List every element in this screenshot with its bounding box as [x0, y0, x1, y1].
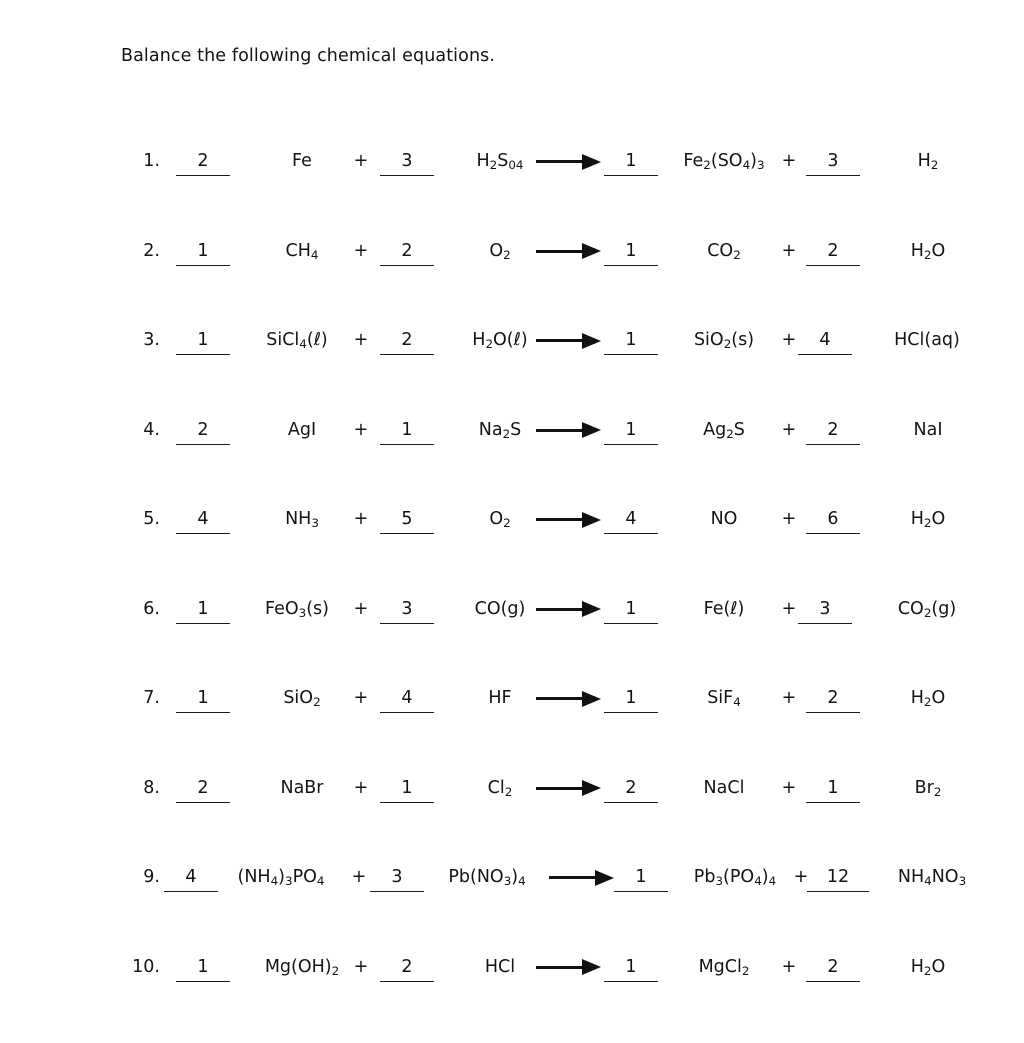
product1-formula: Fe(ℓ) — [660, 596, 788, 622]
equation-row — [0, 954, 1024, 1043]
product1-coefficient-blank[interactable]: 1 — [610, 864, 672, 892]
reactant1-formula: NaBr — [238, 775, 366, 801]
product1-coefficient-blank[interactable]: 1 — [596, 596, 666, 624]
plus-sign: + — [776, 775, 802, 801]
equation-number: 5. — [104, 506, 160, 532]
plus-sign: + — [776, 327, 802, 353]
plus-sign: + — [776, 238, 802, 264]
plus-sign: + — [348, 596, 374, 622]
reactant1-coefficient-blank[interactable]: 1 — [168, 327, 238, 355]
reactant1-coefficient-blank[interactable]: 2 — [168, 775, 238, 803]
reactant1-formula: $NH_3$ — [238, 506, 366, 532]
product1-coefficient-blank[interactable]: 1 — [596, 148, 666, 176]
plus-sign: + — [790, 864, 812, 890]
product2-coefficient-blank[interactable]: 2 — [798, 417, 868, 445]
reactant1-formula: FeO$_3$(s) — [226, 596, 368, 622]
reactant2-formula: $O_2$ — [440, 238, 560, 264]
plus-sign: + — [776, 596, 802, 622]
product2-formula: $H_2O$ — [862, 506, 994, 532]
product1-formula: $Pb_3(PO_4)_4$ — [664, 864, 806, 890]
plus-sign: + — [348, 327, 374, 353]
product2-coefficient-blank[interactable]: 12 — [806, 864, 870, 892]
plus-sign: + — [776, 148, 802, 174]
reactant1-coefficient-blank[interactable]: 4 — [168, 506, 238, 534]
reactant1-formula: SiCl$_4$(ℓ) — [226, 327, 368, 353]
reactant2-coefficient-blank[interactable]: 3 — [372, 596, 442, 624]
product1-formula: SiO$_2$(s) — [660, 327, 788, 353]
reactant1-coefficient-blank[interactable]: 2 — [168, 417, 238, 445]
product2-formula: $H_2O$ — [862, 238, 994, 264]
equation-number: 2. — [104, 238, 160, 264]
equation-number: 4. — [104, 417, 160, 443]
reactant2-formula: $O_2$ — [440, 506, 560, 532]
reactant2-coefficient-blank[interactable]: 3 — [372, 148, 442, 176]
equation-list — [0, 148, 1024, 1043]
reactant2-formula: HCl — [440, 954, 560, 980]
reactant2-formula: CO(g) — [440, 596, 560, 622]
reactant2-coefficient-blank[interactable]: 3 — [366, 864, 428, 892]
product2-formula: HCl(aq) — [852, 327, 1002, 353]
equation-row — [0, 506, 1024, 596]
reactant2-formula: $Pb(NO_3)_4$ — [424, 864, 550, 890]
product2-formula: $H_2$ — [862, 148, 994, 174]
product1-formula: SiF$_4$ — [660, 685, 788, 711]
plus-sign: + — [776, 506, 802, 532]
equation-number: 6. — [104, 596, 160, 622]
product2-formula: $Br_2$ — [862, 775, 994, 801]
product2-coefficient-blank[interactable]: 2 — [798, 238, 868, 266]
reactant1-coefficient-blank[interactable]: 1 — [168, 596, 238, 624]
product1-formula: $CO_2$ — [660, 238, 788, 264]
reactant1-formula: SiO$_2$ — [238, 685, 366, 711]
product2-coefficient-blank[interactable]: 1 — [798, 775, 868, 803]
reactant1-formula: $(NH_4)_3PO_4$ — [206, 864, 356, 890]
product1-coefficient-blank[interactable]: 1 — [596, 417, 666, 445]
product2-formula: $H_2O$ — [862, 685, 994, 711]
reactant2-formula: $Cl_2$ — [440, 775, 560, 801]
plus-sign: + — [348, 148, 374, 174]
equation-number: 1. — [104, 148, 160, 174]
product1-formula: MgCl$_2$ — [660, 954, 788, 980]
reactant1-formula: $CH_4$ — [238, 238, 366, 264]
plus-sign: + — [348, 775, 374, 801]
reactant2-coefficient-blank[interactable]: 1 — [372, 417, 442, 445]
product2-formula: $NH_4NO_3$ — [862, 864, 1002, 890]
equation-row — [0, 238, 1024, 328]
product2-formula: $H_2O$ — [862, 954, 994, 980]
reactant1-coefficient-blank[interactable]: 1 — [168, 954, 238, 982]
plus-sign: + — [776, 417, 802, 443]
reactant1-coefficient-blank[interactable]: 1 — [168, 685, 238, 713]
product1-coefficient-blank[interactable]: 4 — [596, 506, 666, 534]
product2-coefficient-blank[interactable]: 3 — [798, 148, 868, 176]
equation-row — [0, 417, 1024, 507]
product2-coefficient-blank[interactable]: 2 — [798, 954, 868, 982]
reactant2-formula: $H_2O(\ell)$ — [440, 327, 560, 353]
plus-sign: + — [348, 417, 374, 443]
equation-number: 10. — [104, 954, 160, 980]
product2-formula: $CO_2(g)$ — [852, 596, 1002, 622]
product1-formula: NaCl — [660, 775, 788, 801]
reactant1-formula: AgI — [238, 417, 366, 443]
plus-sign: + — [348, 864, 370, 890]
product1-formula: $Fe_2(SO_4)_3$ — [660, 148, 788, 174]
equation-row — [0, 148, 1024, 238]
reactant1-coefficient-blank[interactable]: 2 — [168, 148, 238, 176]
reactant2-coefficient-blank[interactable]: 2 — [372, 238, 442, 266]
equation-row — [0, 775, 1024, 865]
equation-row — [0, 327, 1024, 417]
equation-number: 9. — [104, 864, 160, 890]
product1-coefficient-blank[interactable]: 1 — [596, 238, 666, 266]
product1-coefficient-blank[interactable]: 2 — [596, 775, 666, 803]
product1-coefficient-blank[interactable]: 1 — [596, 685, 666, 713]
reactant2-coefficient-blank[interactable]: 5 — [372, 506, 442, 534]
product1-formula: NO — [660, 506, 788, 532]
plus-sign: + — [348, 954, 374, 980]
plus-sign: + — [348, 238, 374, 264]
equation-number: 7. — [104, 685, 160, 711]
reactant1-coefficient-blank[interactable]: 1 — [168, 238, 238, 266]
reactant2-formula: $H_2S_{04}$ — [440, 148, 560, 174]
reactant2-coefficient-blank[interactable]: 4 — [372, 685, 442, 713]
reactant2-formula: HF — [440, 685, 560, 711]
reactant2-coefficient-blank[interactable]: 2 — [372, 954, 442, 982]
equation-number: 8. — [104, 775, 160, 801]
equation-row — [0, 596, 1024, 686]
plus-sign: + — [348, 685, 374, 711]
product2-coefficient-blank[interactable]: 3 — [792, 596, 858, 624]
reactant2-coefficient-blank[interactable]: 1 — [372, 775, 442, 803]
product2-formula: NaI — [862, 417, 994, 443]
reactant1-formula: $Mg(OH)_2$ — [238, 954, 366, 980]
page-title: Balance the following chemical equations. — [121, 46, 495, 66]
plus-sign: + — [776, 685, 802, 711]
product2-coefficient-blank[interactable]: 2 — [798, 685, 868, 713]
product1-coefficient-blank[interactable]: 1 — [596, 327, 666, 355]
reactant2-coefficient-blank[interactable]: 2 — [372, 327, 442, 355]
product2-coefficient-blank[interactable]: 6 — [798, 506, 868, 534]
reactant1-coefficient-blank[interactable]: 4 — [160, 864, 222, 892]
product2-coefficient-blank[interactable]: 4 — [792, 327, 858, 355]
equation-number: 3. — [104, 327, 160, 353]
product1-coefficient-blank[interactable]: 1 — [596, 954, 666, 982]
reactant2-formula: $Na_2S$ — [440, 417, 560, 443]
plus-sign: + — [776, 954, 802, 980]
plus-sign: + — [348, 506, 374, 532]
equation-row — [0, 685, 1024, 775]
equation-row — [0, 864, 1024, 954]
product1-formula: $Ag_2S$ — [660, 417, 788, 443]
reactant1-formula: Fe — [238, 148, 366, 174]
